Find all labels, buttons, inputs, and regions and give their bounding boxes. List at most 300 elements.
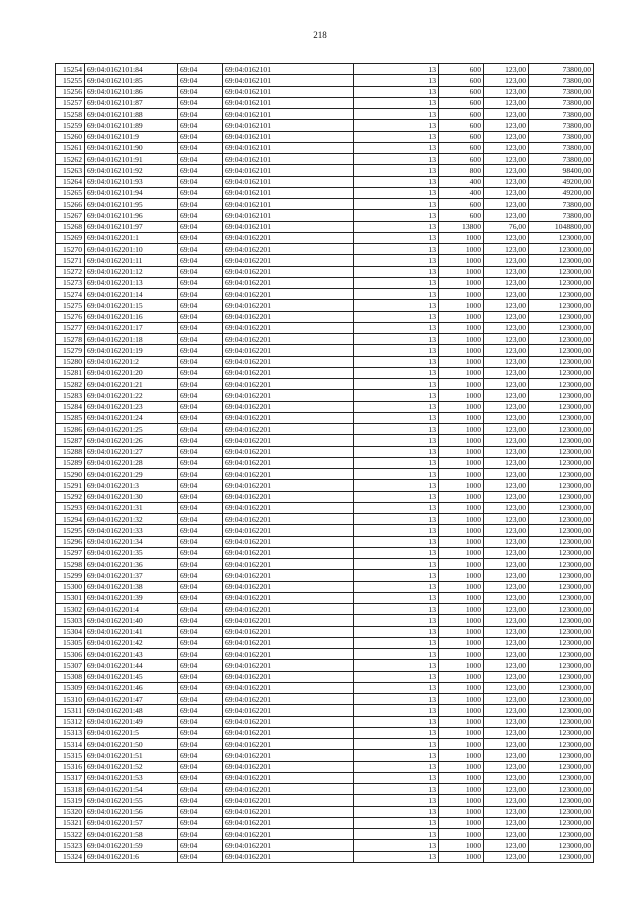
cadastral-number-cell: 69:04:0162201:44 [85, 660, 178, 671]
category-code-cell: 13 [354, 176, 439, 187]
area-cell: 1000 [439, 277, 484, 288]
area-cell: 1000 [439, 851, 484, 862]
district-code-cell: 69:04 [178, 401, 223, 412]
district-code-cell: 69:04 [178, 772, 223, 783]
cadastral-quarter-cell: 69:04:0162201 [223, 559, 354, 570]
cadastral-quarter-cell: 69:04:0162201 [223, 547, 354, 558]
district-code-cell: 69:04 [178, 806, 223, 817]
row-number-cell: 15263 [56, 165, 85, 176]
specific-value-cell: 123,00 [484, 649, 529, 660]
cadastral-quarter-cell: 69:04:0162201 [223, 570, 354, 581]
cadastral-number-cell: 69:04:0162201:19 [85, 345, 178, 356]
category-code-cell: 13 [354, 97, 439, 108]
category-code-cell: 13 [354, 829, 439, 840]
table-row [56, 547, 594, 558]
row-number-cell: 15291 [56, 480, 85, 491]
cadastral-value-cell: 123000,00 [529, 637, 594, 648]
cadastral-value-cell: 123000,00 [529, 817, 594, 828]
cadastral-value-cell: 73800,00 [529, 86, 594, 97]
district-code-cell: 69:04 [178, 694, 223, 705]
cadastral-quarter-cell: 69:04:0162201 [223, 412, 354, 423]
category-code-cell: 13 [354, 334, 439, 345]
cadastral-number-cell: 69:04:0162201:34 [85, 536, 178, 547]
table-row [56, 750, 594, 761]
area-cell: 1000 [439, 604, 484, 615]
cadastral-value-cell: 123000,00 [529, 784, 594, 795]
specific-value-cell: 123,00 [484, 187, 529, 198]
cadastral-value-cell: 123000,00 [529, 547, 594, 558]
cadastral-number-cell: 69:04:0162201:53 [85, 772, 178, 783]
category-code-cell: 13 [354, 300, 439, 311]
table-row [56, 727, 594, 738]
table-row [56, 435, 594, 446]
area-cell: 600 [439, 75, 484, 86]
category-code-cell: 13 [354, 784, 439, 795]
district-code-cell: 69:04 [178, 457, 223, 468]
cadastral-value-cell: 123000,00 [529, 581, 594, 592]
cadastral-quarter-cell: 69:04:0162201 [223, 739, 354, 750]
cadastral-value-cell: 123000,00 [529, 750, 594, 761]
table-row [56, 187, 594, 198]
cadastral-value-cell: 123000,00 [529, 727, 594, 738]
cadastral-quarter-cell: 69:04:0162201 [223, 311, 354, 322]
area-cell: 1000 [439, 232, 484, 243]
table-row [56, 97, 594, 108]
area-cell: 1000 [439, 649, 484, 660]
table-row [56, 761, 594, 772]
category-code-cell: 13 [354, 502, 439, 513]
row-number-cell: 15280 [56, 356, 85, 367]
category-code-cell: 13 [354, 457, 439, 468]
table-row [56, 649, 594, 660]
district-code-cell: 69:04 [178, 289, 223, 300]
cadastral-quarter-cell: 69:04:0162201 [223, 840, 354, 851]
table-row [56, 480, 594, 491]
district-code-cell: 69:04 [178, 536, 223, 547]
cadastral-quarter-cell: 69:04:0162101 [223, 210, 354, 221]
district-code-cell: 69:04 [178, 604, 223, 615]
row-number-cell: 15278 [56, 334, 85, 345]
category-code-cell: 13 [354, 210, 439, 221]
cadastral-quarter-cell: 69:04:0162201 [223, 255, 354, 266]
category-code-cell: 13 [354, 840, 439, 851]
category-code-cell: 13 [354, 525, 439, 536]
table-row [56, 795, 594, 806]
specific-value-cell: 123,00 [484, 379, 529, 390]
cadastral-number-cell: 69:04:0162201:28 [85, 457, 178, 468]
district-code-cell: 69:04 [178, 390, 223, 401]
cadastral-value-cell: 123000,00 [529, 840, 594, 851]
cadastral-value-cell: 123000,00 [529, 536, 594, 547]
cadastral-number-cell: 69:04:0162201:54 [85, 784, 178, 795]
cadastral-value-cell: 123000,00 [529, 232, 594, 243]
specific-value-cell: 123,00 [484, 581, 529, 592]
cadastral-value-cell: 123000,00 [529, 795, 594, 806]
row-number-cell: 15314 [56, 739, 85, 750]
district-code-cell: 69:04 [178, 255, 223, 266]
district-code-cell: 69:04 [178, 559, 223, 570]
area-cell: 1000 [439, 671, 484, 682]
district-code-cell: 69:04 [178, 266, 223, 277]
table-row [56, 277, 594, 288]
area-cell: 600 [439, 154, 484, 165]
area-cell: 1000 [439, 716, 484, 727]
district-code-cell: 69:04 [178, 829, 223, 840]
row-number-cell: 15270 [56, 244, 85, 255]
specific-value-cell: 123,00 [484, 525, 529, 536]
cadastral-number-cell: 69:04:0162201:51 [85, 750, 178, 761]
table-row [56, 176, 594, 187]
cadastral-quarter-cell: 69:04:0162201 [223, 277, 354, 288]
district-code-cell: 69:04 [178, 379, 223, 390]
row-number-cell: 15257 [56, 97, 85, 108]
specific-value-cell: 123,00 [484, 142, 529, 153]
cadastral-quarter-cell: 69:04:0162201 [223, 806, 354, 817]
category-code-cell: 13 [354, 266, 439, 277]
cadastral-quarter-cell: 69:04:0162101 [223, 221, 354, 232]
cadastral-number-cell: 69:04:0162101:9 [85, 131, 178, 142]
cadastral-number-cell: 69:04:0162101:90 [85, 142, 178, 153]
category-code-cell: 13 [354, 480, 439, 491]
district-code-cell: 69:04 [178, 424, 223, 435]
specific-value-cell: 123,00 [484, 514, 529, 525]
cadastral-quarter-cell: 69:04:0162201 [223, 300, 354, 311]
specific-value-cell: 123,00 [484, 615, 529, 626]
row-number-cell: 15302 [56, 604, 85, 615]
cadastral-number-cell: 69:04:0162101:84 [85, 64, 178, 75]
row-number-cell: 15289 [56, 457, 85, 468]
area-cell: 1000 [439, 592, 484, 603]
category-code-cell: 13 [354, 199, 439, 210]
specific-value-cell: 123,00 [484, 559, 529, 570]
row-number-cell: 15275 [56, 300, 85, 311]
specific-value-cell: 123,00 [484, 86, 529, 97]
specific-value-cell: 123,00 [484, 446, 529, 457]
specific-value-cell: 123,00 [484, 154, 529, 165]
cadastral-quarter-cell: 69:04:0162201 [223, 356, 354, 367]
cadastral-value-cell: 123000,00 [529, 412, 594, 423]
category-code-cell: 13 [354, 514, 439, 525]
cadastral-quarter-cell: 69:04:0162101 [223, 97, 354, 108]
cadastral-value-cell: 123000,00 [529, 367, 594, 378]
cadastral-number-cell: 69:04:0162201:48 [85, 705, 178, 716]
cadastral-quarter-cell: 69:04:0162201 [223, 446, 354, 457]
row-number-cell: 15274 [56, 289, 85, 300]
district-code-cell: 69:04 [178, 491, 223, 502]
table-row [56, 851, 594, 862]
area-cell: 1000 [439, 367, 484, 378]
area-cell: 1000 [439, 536, 484, 547]
row-number-cell: 15273 [56, 277, 85, 288]
category-code-cell: 13 [354, 649, 439, 660]
cadastral-quarter-cell: 69:04:0162101 [223, 199, 354, 210]
area-cell: 1000 [439, 795, 484, 806]
area-cell: 600 [439, 86, 484, 97]
cadastral-quarter-cell: 69:04:0162201 [223, 604, 354, 615]
table-row [56, 244, 594, 255]
cadastral-number-cell: 69:04:0162201:33 [85, 525, 178, 536]
cadastral-value-cell: 123000,00 [529, 446, 594, 457]
category-code-cell: 13 [354, 806, 439, 817]
district-code-cell: 69:04 [178, 300, 223, 311]
cadastral-number-cell: 69:04:0162101:89 [85, 120, 178, 131]
area-cell: 1000 [439, 255, 484, 266]
district-code-cell: 69:04 [178, 840, 223, 851]
cadastral-number-cell: 69:04:0162201:38 [85, 581, 178, 592]
row-number-cell: 15303 [56, 615, 85, 626]
cadastral-number-cell: 69:04:0162201:22 [85, 390, 178, 401]
table-row [56, 154, 594, 165]
row-number-cell: 15290 [56, 469, 85, 480]
cadastral-quarter-cell: 69:04:0162201 [223, 761, 354, 772]
district-code-cell: 69:04 [178, 547, 223, 558]
cadastral-quarter-cell: 69:04:0162201 [223, 457, 354, 468]
district-code-cell: 69:04 [178, 502, 223, 513]
cadastral-quarter-cell: 69:04:0162101 [223, 165, 354, 176]
row-number-cell: 15306 [56, 649, 85, 660]
specific-value-cell: 123,00 [484, 412, 529, 423]
cadastral-number-cell: 69:04:0162201:1 [85, 232, 178, 243]
district-code-cell: 69:04 [178, 649, 223, 660]
district-code-cell: 69:04 [178, 581, 223, 592]
cadastral-number-cell: 69:04:0162201:14 [85, 289, 178, 300]
cadastral-quarter-cell: 69:04:0162201 [223, 705, 354, 716]
district-code-cell: 69:04 [178, 795, 223, 806]
cadastral-quarter-cell: 69:04:0162201 [223, 851, 354, 862]
district-code-cell: 69:04 [178, 109, 223, 120]
cadastral-number-cell: 69:04:0162201:43 [85, 649, 178, 660]
district-code-cell: 69:04 [178, 345, 223, 356]
district-code-cell: 69:04 [178, 626, 223, 637]
table-row [56, 379, 594, 390]
specific-value-cell: 123,00 [484, 300, 529, 311]
cadastral-quarter-cell: 69:04:0162201 [223, 322, 354, 333]
area-cell: 1000 [439, 694, 484, 705]
category-code-cell: 13 [354, 255, 439, 266]
row-number-cell: 15260 [56, 131, 85, 142]
cadastral-quarter-cell: 69:04:0162201 [223, 694, 354, 705]
specific-value-cell: 123,00 [484, 536, 529, 547]
area-cell: 1000 [439, 424, 484, 435]
specific-value-cell: 123,00 [484, 390, 529, 401]
table-row [56, 210, 594, 221]
specific-value-cell: 123,00 [484, 401, 529, 412]
row-number-cell: 15283 [56, 390, 85, 401]
area-cell: 1000 [439, 469, 484, 480]
table-row [56, 840, 594, 851]
cadastral-quarter-cell: 69:04:0162201 [223, 716, 354, 727]
specific-value-cell: 123,00 [484, 491, 529, 502]
district-code-cell: 69:04 [178, 86, 223, 97]
area-cell: 1000 [439, 817, 484, 828]
specific-value-cell: 123,00 [484, 806, 529, 817]
district-code-cell: 69:04 [178, 761, 223, 772]
area-cell: 1000 [439, 390, 484, 401]
cadastral-value-cell: 123000,00 [529, 851, 594, 862]
row-number-cell: 15319 [56, 795, 85, 806]
category-code-cell: 13 [354, 626, 439, 637]
table-row [56, 311, 594, 322]
specific-value-cell: 123,00 [484, 592, 529, 603]
district-code-cell: 69:04 [178, 244, 223, 255]
cadastral-number-cell: 69:04:0162201:16 [85, 311, 178, 322]
cadastral-value-cell: 123000,00 [529, 772, 594, 783]
cadastral-value-cell: 123000,00 [529, 345, 594, 356]
cadastral-quarter-cell: 69:04:0162201 [223, 626, 354, 637]
cadastral-value-cell: 123000,00 [529, 716, 594, 727]
table-row [56, 626, 594, 637]
cadastral-value-cell: 123000,00 [529, 525, 594, 536]
specific-value-cell: 123,00 [484, 210, 529, 221]
row-number-cell: 15307 [56, 660, 85, 671]
cadastral-quarter-cell: 69:04:0162201 [223, 435, 354, 446]
specific-value-cell: 123,00 [484, 604, 529, 615]
category-code-cell: 13 [354, 64, 439, 75]
district-code-cell: 69:04 [178, 727, 223, 738]
table-row [56, 592, 594, 603]
row-number-cell: 15271 [56, 255, 85, 266]
row-number-cell: 15272 [56, 266, 85, 277]
row-number-cell: 15296 [56, 536, 85, 547]
category-code-cell: 13 [354, 75, 439, 86]
cadastral-value-cell: 123000,00 [529, 559, 594, 570]
cadastral-value-cell: 123000,00 [529, 379, 594, 390]
table-row [56, 784, 594, 795]
table-row [56, 502, 594, 513]
category-code-cell: 13 [354, 446, 439, 457]
cadastral-value-cell: 49200,00 [529, 187, 594, 198]
area-cell: 1000 [439, 840, 484, 851]
category-code-cell: 13 [354, 221, 439, 232]
cadastral-value-cell: 73800,00 [529, 120, 594, 131]
specific-value-cell: 123,00 [484, 435, 529, 446]
district-code-cell: 69:04 [178, 131, 223, 142]
row-number-cell: 15287 [56, 435, 85, 446]
row-number-cell: 15297 [56, 547, 85, 558]
area-cell: 1000 [439, 761, 484, 772]
category-code-cell: 13 [354, 795, 439, 806]
cadastral-value-cell: 73800,00 [529, 109, 594, 120]
cadastral-number-cell: 69:04:0162201:58 [85, 829, 178, 840]
cadastral-number-cell: 69:04:0162101:88 [85, 109, 178, 120]
area-cell: 1000 [439, 311, 484, 322]
table-row [56, 221, 594, 232]
cadastral-value-cell: 123000,00 [529, 390, 594, 401]
specific-value-cell: 123,00 [484, 367, 529, 378]
category-code-cell: 13 [354, 761, 439, 772]
district-code-cell: 69:04 [178, 615, 223, 626]
specific-value-cell: 123,00 [484, 772, 529, 783]
table-row [56, 401, 594, 412]
cadastral-value-cell: 123000,00 [529, 255, 594, 266]
specific-value-cell: 123,00 [484, 469, 529, 480]
cadastral-value-cell: 73800,00 [529, 199, 594, 210]
district-code-cell: 69:04 [178, 199, 223, 210]
specific-value-cell: 123,00 [484, 829, 529, 840]
row-number-cell: 15256 [56, 86, 85, 97]
row-number-cell: 15310 [56, 694, 85, 705]
category-code-cell: 13 [354, 289, 439, 300]
specific-value-cell: 123,00 [484, 120, 529, 131]
area-cell: 1000 [439, 615, 484, 626]
category-code-cell: 13 [354, 356, 439, 367]
category-code-cell: 13 [354, 322, 439, 333]
specific-value-cell: 123,00 [484, 750, 529, 761]
category-code-cell: 13 [354, 277, 439, 288]
row-number-cell: 15298 [56, 559, 85, 570]
table-row [56, 165, 594, 176]
district-code-cell: 69:04 [178, 367, 223, 378]
category-code-cell: 13 [354, 367, 439, 378]
cadastral-quarter-cell: 69:04:0162201 [223, 525, 354, 536]
cadastral-quarter-cell: 69:04:0162101 [223, 120, 354, 131]
table-row [56, 705, 594, 716]
cadastral-quarter-cell: 69:04:0162201 [223, 592, 354, 603]
category-code-cell: 13 [354, 705, 439, 716]
cadastral-number-cell: 69:04:0162201:24 [85, 412, 178, 423]
specific-value-cell: 123,00 [484, 784, 529, 795]
specific-value-cell: 123,00 [484, 705, 529, 716]
cadastral-number-cell: 69:04:0162201:59 [85, 840, 178, 851]
cadastral-number-cell: 69:04:0162201:6 [85, 851, 178, 862]
specific-value-cell: 123,00 [484, 457, 529, 468]
area-cell: 1000 [439, 750, 484, 761]
specific-value-cell: 123,00 [484, 817, 529, 828]
district-code-cell: 69:04 [178, 446, 223, 457]
cadastral-number-cell: 69:04:0162201:52 [85, 761, 178, 772]
area-cell: 1000 [439, 412, 484, 423]
cadastral-quarter-cell: 69:04:0162201 [223, 817, 354, 828]
cadastral-quarter-cell: 69:04:0162201 [223, 750, 354, 761]
district-code-cell: 69:04 [178, 176, 223, 187]
category-code-cell: 13 [354, 424, 439, 435]
area-cell: 1000 [439, 266, 484, 277]
cadastral-number-cell: 69:04:0162101:91 [85, 154, 178, 165]
table-row [56, 559, 594, 570]
district-code-cell: 69:04 [178, 514, 223, 525]
cadastral-quarter-cell: 69:04:0162201 [223, 401, 354, 412]
specific-value-cell: 123,00 [484, 570, 529, 581]
area-cell: 400 [439, 187, 484, 198]
table-row [56, 131, 594, 142]
area-cell: 600 [439, 131, 484, 142]
table-row [56, 142, 594, 153]
cadastral-value-cell: 123000,00 [529, 289, 594, 300]
cadastral-quarter-cell: 69:04:0162201 [223, 660, 354, 671]
table-row [56, 457, 594, 468]
specific-value-cell: 123,00 [484, 255, 529, 266]
table-row [56, 345, 594, 356]
area-cell: 800 [439, 165, 484, 176]
cadastral-value-cell: 123000,00 [529, 502, 594, 513]
cadastral-value-cell: 123000,00 [529, 311, 594, 322]
category-code-cell: 13 [354, 671, 439, 682]
cadastral-number-cell: 69:04:0162201:32 [85, 514, 178, 525]
cadastral-quarter-cell: 69:04:0162201 [223, 727, 354, 738]
category-code-cell: 13 [354, 435, 439, 446]
district-code-cell: 69:04 [178, 75, 223, 86]
table-row [56, 716, 594, 727]
category-code-cell: 13 [354, 570, 439, 581]
category-code-cell: 13 [354, 727, 439, 738]
area-cell: 1000 [439, 502, 484, 513]
cadastral-value-cell: 123000,00 [529, 514, 594, 525]
table-row [56, 491, 594, 502]
category-code-cell: 13 [354, 716, 439, 727]
category-code-cell: 13 [354, 817, 439, 828]
area-cell: 1000 [439, 705, 484, 716]
category-code-cell: 13 [354, 637, 439, 648]
